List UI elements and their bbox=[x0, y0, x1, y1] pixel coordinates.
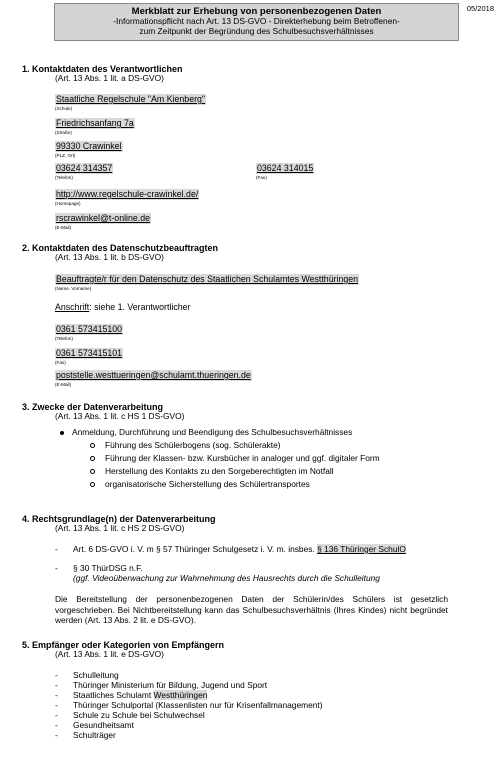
bullet-icon bbox=[60, 431, 64, 435]
dpo-email-field[interactable]: poststelle.westtueringen@schulamt.thueringen.de bbox=[56, 370, 251, 380]
legal-basis-item-2: - § 30 ThürDSG n.F. bbox=[55, 563, 143, 573]
purpose-item-text: Herstellung des Kontakts zu den Sorgeberechtigten im Notfall bbox=[105, 466, 334, 476]
section-1-subtitle: (Art. 13 Abs. 1 lit. a DS-GVO) bbox=[55, 73, 164, 83]
recipient-text: Gesundheitsamt bbox=[73, 720, 134, 730]
section-5-subtitle: (Art. 13 Abs. 1 lit. e DS-GVO) bbox=[55, 649, 164, 659]
list-item: - Thüringer Ministerium für Bildung, Jugend und Sport bbox=[55, 680, 268, 690]
circle-bullet-icon bbox=[90, 482, 95, 487]
section-4-title: 4. Rechtsgrundlage(n) der Datenverarbeitung bbox=[22, 514, 216, 524]
legal-basis-item-1: - Art. 6 DS-GVO i. V. m § 57 Thüringer Schulgesetz i. V. m. insbes. § 136 Thüringer SchulO bbox=[55, 544, 406, 554]
email-field[interactable]: rscrawinkel@t-online.de bbox=[56, 213, 151, 223]
header-subtitle-2: zum Zeitpunkt der Begründung des Schulbesuchsverhältnisses bbox=[139, 26, 374, 37]
dpo-fax-field[interactable]: 0361 573415101 bbox=[56, 348, 123, 358]
section-3-subtitle: (Art. 13 Abs. 1 lit. c HS 1 DS-GVO) bbox=[55, 411, 185, 421]
list-item bbox=[90, 453, 380, 463]
section-2-title: 2. Kontaktdaten des Datenschutzbeauftragten bbox=[22, 243, 219, 253]
recipient-text: Schulträger bbox=[73, 730, 116, 740]
purpose-item-text: Führung des Schülerbogens (sog. Schülerakte) bbox=[105, 440, 281, 450]
dpo-name-field[interactable]: Beauftragte/r für den Datenschutz des Staatlichen Schulamtes Westthüringen bbox=[56, 274, 359, 284]
legal-basis-text: § 30 ThürDSG n.F. bbox=[73, 563, 143, 573]
list-item bbox=[90, 479, 310, 489]
purpose-main-item bbox=[60, 427, 352, 437]
homepage-field[interactable]: http://www.regelschule-crawinkel.de/ bbox=[56, 189, 199, 199]
circle-bullet-icon bbox=[90, 469, 95, 474]
document-date: 05/2018 bbox=[466, 4, 494, 13]
street-field[interactable]: Friedrichsanfang 7a bbox=[56, 118, 134, 128]
dpo-address-value: : siehe 1. Verantwortlicher bbox=[89, 302, 191, 312]
fax-field[interactable]: 03624 314015 bbox=[257, 163, 314, 173]
circle-bullet-icon bbox=[90, 443, 95, 448]
fax-caption: (Fax) bbox=[256, 175, 267, 180]
list-item: - Gesundheitsamt bbox=[55, 720, 134, 730]
homepage-caption: (Homepage) bbox=[55, 201, 81, 206]
recipient-text: Thüringer Ministerium für Bildung, Jugend und Sport bbox=[73, 680, 268, 690]
dpo-address-line bbox=[55, 302, 190, 313]
list-item bbox=[90, 440, 281, 450]
recipient-text: Schulleitung bbox=[73, 670, 119, 680]
recipient-text: Staatliches Schulamt bbox=[73, 690, 154, 700]
document-title: Merkblatt zur Erhebung von personenbezogenen Daten bbox=[131, 6, 382, 17]
phone-field[interactable]: 03624 314357 bbox=[56, 163, 113, 173]
school-name-caption: (Schule) bbox=[55, 106, 73, 111]
list-item: - Schulleitung bbox=[55, 670, 119, 680]
section-2-subtitle: (Art. 13 Abs. 1 lit. b DS-GVO) bbox=[55, 252, 164, 262]
purpose-main-text: Anmeldung, Durchführung und Beendigung des Schulbesuchsverhältnisses bbox=[72, 427, 353, 437]
dpo-email-caption: (E-Mail) bbox=[55, 382, 72, 387]
header-subtitle-1: -Informationspflicht nach Art. 13 DS-GVO - Direkterhebung beim Betroffenen- bbox=[113, 16, 400, 27]
street-caption: (Straße) bbox=[55, 130, 72, 135]
document-header bbox=[54, 3, 459, 41]
dpo-address-label: Anschrift bbox=[55, 302, 90, 312]
purpose-item-text: organisatorische Sicherstellung des Schülertransportes bbox=[105, 479, 310, 489]
circle-bullet-icon bbox=[90, 456, 95, 461]
recipient-text: Thüringer Schulportal (Klassenlisten nur für Krisenfallmanagement) bbox=[73, 700, 323, 710]
dpo-phone-field[interactable]: 0361 573415100 bbox=[56, 324, 123, 334]
list-item: - Thüringer Schulportal (Klassenlisten nur für Krisenfallmanagement) bbox=[55, 700, 323, 710]
list-item: - Schule zu Schule bei Schulwechsel bbox=[55, 710, 205, 720]
purpose-item-text: Führung der Klassen- bzw. Kursbücher in analoger und ggf. digitaler Form bbox=[105, 453, 380, 463]
recipient-highlight: Westthüringen bbox=[153, 690, 208, 700]
section-1-title: 1. Kontaktdaten des Verantwortlichen bbox=[22, 64, 183, 74]
provision-paragraph: Die Bereitstellung der personenbezogenen Daten der Schülerin/des Schülers ist gesetzlich vorgeschrieben. Bei Nichtbereitstellung kann das Schulbesuchsverhältnis (Ihres Kindes) nicht begründet werden (Art. 13 Abs. 2 lit. e DS-GVO). bbox=[55, 594, 448, 625]
legal-basis-note: (ggf. Videoüberwachung zur Wahrnehmung des Hausrechts durch die Schulleitung bbox=[73, 573, 380, 583]
city-caption: (PLZ, Ort) bbox=[55, 153, 76, 158]
dpo-name-caption: (Name, Vorname) bbox=[55, 286, 92, 291]
section-3-title: 3. Zwecke der Datenverarbeitung bbox=[22, 402, 164, 412]
phone-caption: (Telefon) bbox=[55, 175, 73, 180]
list-item bbox=[90, 466, 334, 476]
section-4-subtitle: (Art. 13 Abs. 1 lit. c HS 2 DS-GVO) bbox=[55, 523, 185, 533]
dpo-phone-caption: (Telefon) bbox=[55, 336, 73, 341]
email-caption: (E-Mail) bbox=[55, 225, 72, 230]
school-name-field[interactable]: Staatliche Regelschule "Am Kienberg" bbox=[56, 94, 206, 104]
dpo-fax-caption: (Fax) bbox=[55, 360, 66, 365]
legal-basis-text: Art. 6 DS-GVO i. V. m § 57 Thüringer Schulgesetz i. V. m. insbes. bbox=[73, 544, 318, 554]
city-field[interactable]: 99330 Crawinkel bbox=[56, 141, 122, 151]
list-item: - Schulträger bbox=[55, 730, 116, 740]
section-5-title: 5. Empfänger oder Kategorien von Empfängern bbox=[22, 640, 225, 650]
recipient-text: Schule zu Schule bei Schulwechsel bbox=[73, 710, 205, 720]
legal-basis-highlight: § 136 Thüringer SchulO bbox=[317, 544, 406, 554]
list-item: - Staatliches Schulamt Westthüringen bbox=[55, 690, 208, 700]
